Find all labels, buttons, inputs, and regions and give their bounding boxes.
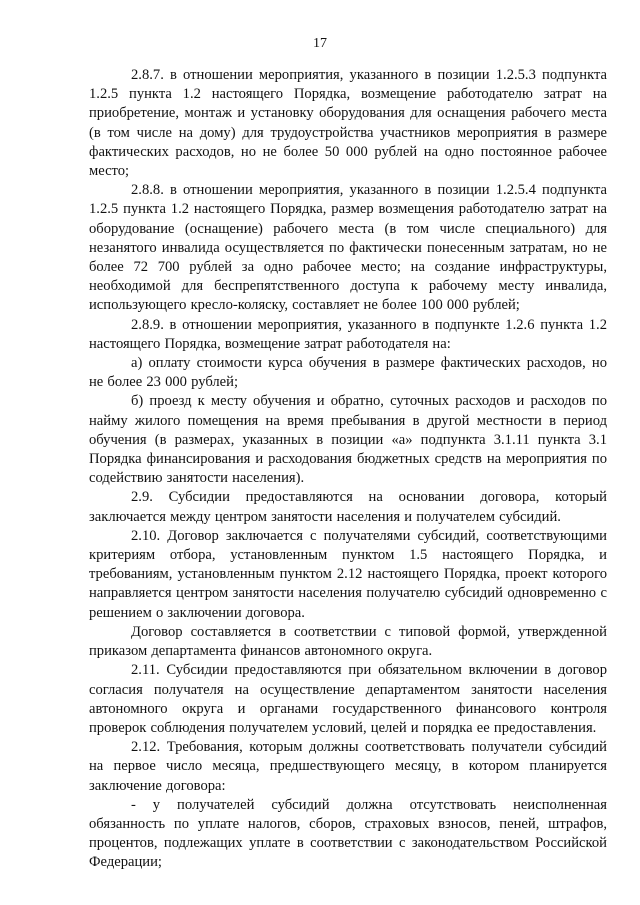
paragraph-2-12: 2.12. Требования, которым должны соответствовать получатели субсидий на первое число месяца, предшествующего месяцу, в котором планируется заключение договора: — [89, 739, 607, 794]
paragraph-2-10: 2.10. Договор заключается с получателями субсидий, соответствующими критериям отбора, установленным пунктом 1.5 настоящего Порядка, и требованиям, установленным пунктом 2.12 настоящего Порядка, проект которого направляется центром занятости населения получателю субсидий одновременно с решением о заключении договора. — [89, 527, 607, 621]
paragraph-2-8-9-a: а) оплату стоимости курса обучения в размере фактических расходов, но не более 23 000 рублей; — [89, 355, 607, 391]
paragraph-2-8-9-b: б) проезд к месту обучения и обратно, суточных расходов и расходов по найму жилого помещения на время пребывания в другой местности в период обучения (в размерах, указанных в позиции «а» подпункта 3.1.11 пункта 3.1 Порядка финансирования и расходования бюджетных средств на мероприятия по содействию занятости населения). — [89, 393, 607, 487]
paragraph-2-9: 2.9. Субсидии предоставляются на основании договора, который заключается между центром занятости населения и получателем субсидий. — [89, 489, 607, 525]
paragraph-2-11: 2.11. Субсидии предоставляются при обязательном включении в договор согласия получателя на осуществление департаментом занятости населения автономного округа и органами государственного финансового контроля проверок соблюдения получателем условий, целей и порядка ее предоставления. — [89, 662, 607, 736]
paragraph-2-8-8: 2.8.8. в отношении мероприятия, указанного в позиции 1.2.5.4 подпункта 1.2.5 пункта 1.2 настоящего Порядка, размер возмещения работодателю затрат на оборудование (оснащение) рабочего места (в том числе специального) для незанятого инвалида осуществляется по фактически понесенным затратам, но не более 72 700 рублей за одно рабочее место; на создание инфраструктуры, необходимой для беспрепятственного доступа к рабочему месту инвалида, использующего кресло-коляску, составляет не более 100 000 рублей; — [89, 182, 607, 314]
page-number: 17 — [313, 36, 327, 51]
paragraph-2-8-7: 2.8.7. в отношении мероприятия, указанного в позиции 1.2.5.3 подпункта 1.2.5 пункта 1.2 настоящего Порядка, возмещение работодателю затрат на приобретение, монтаж и установку оборудования для оснащения рабочего места (в том числе на дому) для трудоустройства участников мероприятия в размере фактических расходов, но не более 50 000 рублей на одно постоянное рабочее место; — [89, 67, 607, 180]
paragraph-2-8-9: 2.8.9. в отношении мероприятия, указанного в подпункте 1.2.6 пункта 1.2 настоящего Порядка, возмещение затрат работодателя на: — [89, 316, 607, 352]
paragraph-2-12-item-1: - у получателей субсидий должна отсутствовать неисполненная обязанность по уплате налогов, сборов, страховых взносов, пеней, штрафов, процентов, подлежащих уплате в соответствии с законодательством Российской Федерации; — [89, 796, 607, 871]
paragraph-contract-form: Договор составляется в соответствии с типовой формой, утвержденной приказом департамента финансов автономного округа. — [89, 623, 607, 660]
document-body — [89, 66, 607, 873]
